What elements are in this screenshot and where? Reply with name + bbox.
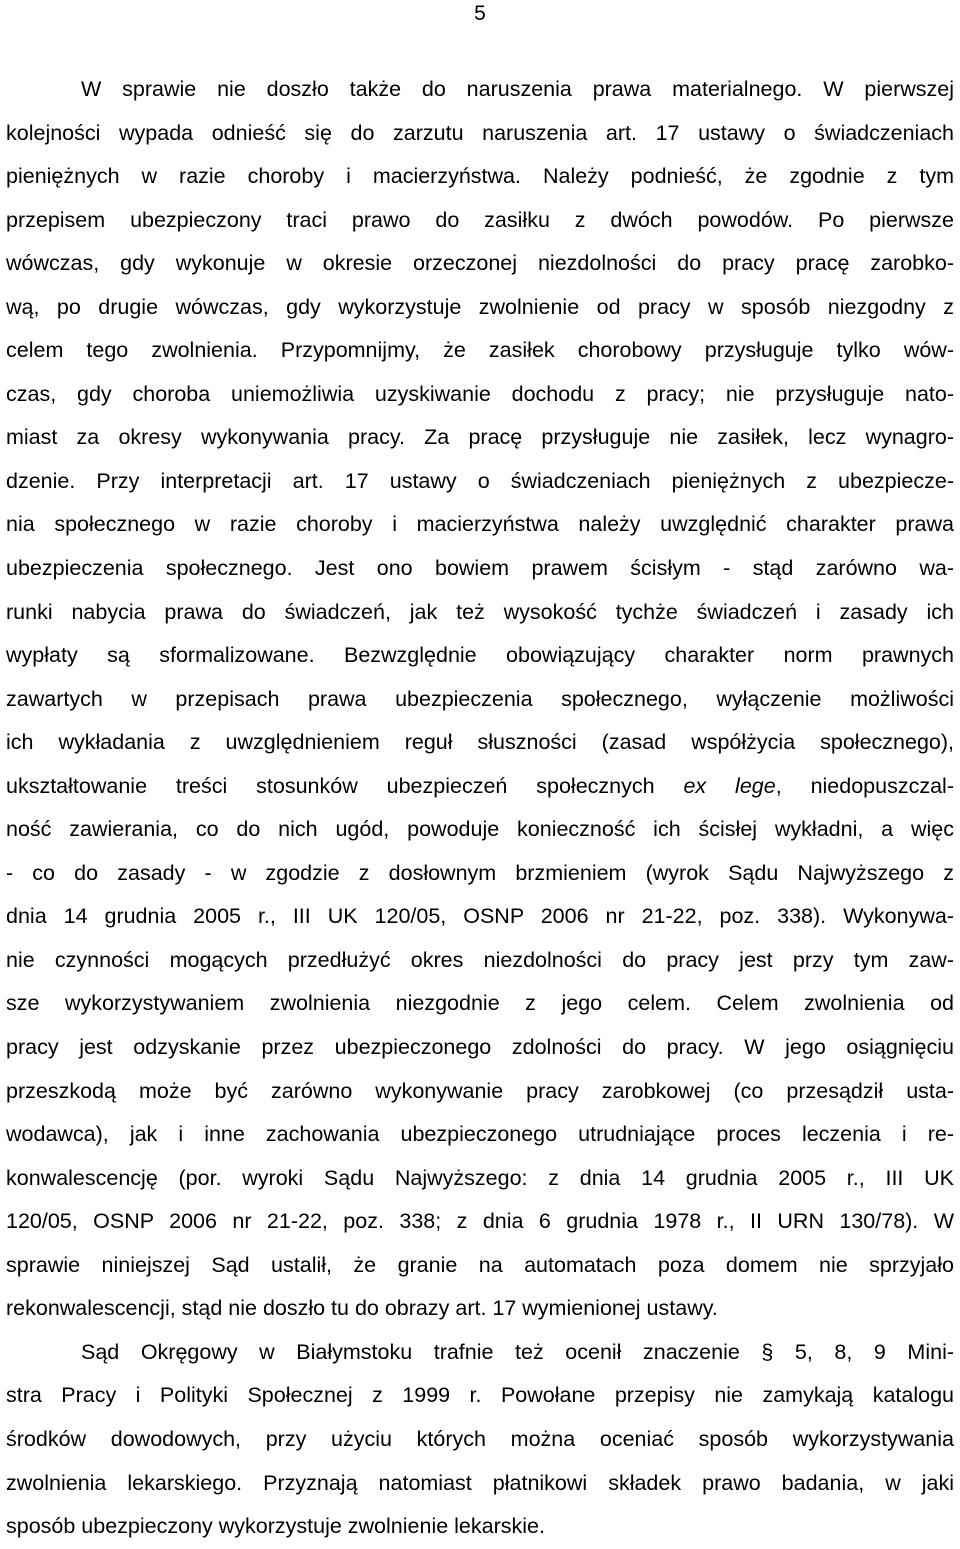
document-body <box>6 68 954 1549</box>
text-segment: wą, po drugie wówczas, gdy wykorzystuje zwolnienie od pracy w sposób niezgodny z <box>6 294 954 319</box>
text-segment: sposób ubezpieczony wykorzystuje zwolnienie lekarskie. <box>6 1514 545 1539</box>
text-line <box>6 373 954 417</box>
text-line <box>6 155 954 199</box>
text-line <box>6 1113 954 1157</box>
text-segment: sze wykorzystywaniem zwolnienia niezgodnie z jego celem. Celem zwolnienia od <box>6 991 954 1016</box>
text-line <box>6 1157 954 1201</box>
text-segment: wodawca), jak i inne zachowania ubezpieczonego utrudniające proces leczenia i re- <box>6 1122 954 1147</box>
text-line <box>6 1070 954 1114</box>
text-line <box>6 634 954 678</box>
page-number: 5 <box>474 2 486 25</box>
text-segment: kolejności wypada odnieść się do zarzutu naruszenia art. 17 ustawy o świadczeniach <box>6 120 954 145</box>
paragraph <box>6 68 954 1331</box>
text-segment: konwalescencję (por. wyroki Sądu Najwyższego: z dnia 14 grudnia 2005 r., III UK <box>6 1165 954 1190</box>
text-line <box>6 112 954 156</box>
text-segment: czas, gdy choroba uniemożliwia uzyskiwanie dochodu z pracy; nie przysługuje nato- <box>6 381 954 406</box>
text-segment: nie czynności mogących przedłużyć okres niezdolności do pracy jest przy tym zaw- <box>6 947 954 972</box>
text-line <box>6 721 954 765</box>
text-segment: miast za okresy wykonywania pracy. Za pracę przysługuje nie zasiłek, lecz wynagro- <box>6 425 954 450</box>
text-segment: dnia 14 grudnia 2005 r., III UK 120/05, OSNP 2006 nr 21-22, poz. 338). Wykonywa- <box>6 904 954 929</box>
text-line <box>6 329 954 373</box>
text-segment: zwolnienia lekarskiego. Przyznają natomiast płatnikowi składek prawo badania, w jaki <box>6 1470 954 1495</box>
text-segment: ność zawierania, co do nich ugód, powoduje konieczność ich ścisłej wykładni, a więc <box>6 817 954 842</box>
text-line <box>6 591 954 635</box>
text-segment: dzenie. Przy interpretacji art. 17 ustawy o świadczeniach pieniężnych z ubezpiecze- <box>6 468 954 493</box>
paragraph <box>6 1331 954 1549</box>
italic-text: ex lege <box>683 773 776 798</box>
text-segment: wypłaty są sformalizowane. Bezwzględnie obowiązujący charakter norm prawnych <box>6 643 954 668</box>
text-segment: rekonwalescencji, stąd nie doszło tu do obrazy art. 17 wymienionej ustawy. <box>6 1296 718 1321</box>
text-line <box>6 1331 954 1375</box>
text-line <box>6 68 954 112</box>
text-line <box>6 547 954 591</box>
text-line <box>6 503 954 547</box>
text-segment: środków dowodowych, przy użyciu których można oceniać sposób wykorzystywania <box>6 1426 954 1451</box>
text-line <box>6 460 954 504</box>
text-segment: W sprawie nie doszło także do naruszenia prawa materialnego. W pierwszej <box>81 77 954 101</box>
text-line <box>6 242 954 286</box>
text-segment: runki nabycia prawa do świadczeń, jak też wysokość tychże świadczeń i zasady ich <box>6 599 954 624</box>
text-line <box>6 765 954 809</box>
text-line <box>6 286 954 330</box>
text-segment: ukształtowanie treści stosunków ubezpieczeń społecznych <box>6 773 684 798</box>
text-line <box>6 1200 954 1244</box>
text-segment: pracy jest odzyskanie przez ubezpieczonego zdolności do pracy. W jego osiągnięciu <box>6 1035 954 1060</box>
text-segment: przepisem ubezpieczony traci prawo do zasiłku z dwóch powodów. Po pierwsze <box>6 207 954 232</box>
text-line <box>6 678 954 722</box>
text-segment: przeszkodą może być zarówno wykonywanie pracy zarobkowej (co przesądził usta- <box>6 1078 954 1103</box>
text-segment: sprawie niniejszej Sąd ustalił, że granie na automatach poza domem nie sprzyjało <box>6 1252 954 1277</box>
text-segment: wówczas, gdy wykonuje w okresie orzeczonej niezdolności do pracy pracę zarobko- <box>6 251 954 276</box>
text-line <box>6 1287 954 1331</box>
text-line <box>6 1418 954 1462</box>
text-segment: stra Pracy i Polityki Społecznej z 1999 r. Powołane przepisy nie zamykają katalogu <box>6 1383 954 1408</box>
text-segment: 120/05, OSNP 2006 nr 21-22, poz. 338; z dnia 6 grudnia 1978 r., II URN 130/78). W <box>6 1209 954 1234</box>
text-segment: celem tego zwolnienia. Przypomnijmy, że zasiłek chorobowy przysługuje tylko wów- <box>6 338 954 363</box>
text-line <box>6 1374 954 1418</box>
text-line <box>6 808 954 852</box>
text-line <box>6 982 954 1026</box>
text-segment: , niedopuszczal- <box>775 773 954 798</box>
text-line <box>6 199 954 243</box>
text-line <box>6 939 954 983</box>
text-line <box>6 416 954 460</box>
text-line <box>6 852 954 896</box>
text-segment: - co do zasady - w zgodzie z dosłownym brzmieniem (wyrok Sądu Najwyższego z <box>6 860 954 885</box>
text-segment: nia społecznego w razie choroby i macierzyństwa należy uwzględnić charakter prawa <box>6 512 954 537</box>
text-line <box>6 1026 954 1070</box>
text-line <box>6 1244 954 1288</box>
text-segment: ich wykładania z uwzględnieniem reguł słuszności (zasad współżycia społecznego), <box>6 730 954 755</box>
text-line <box>6 895 954 939</box>
text-line <box>6 1505 954 1549</box>
text-segment: pieniężnych w razie choroby i macierzyństwa. Należy podnieść, że zgodnie z tym <box>6 164 954 189</box>
text-segment: ubezpieczenia społecznego. Jest ono bowiem prawem ścisłym - stąd zarówno wa- <box>6 556 954 581</box>
text-segment: Sąd Okręgowy w Białymstoku trafnie też ocenił znaczenie § 5, 8, 9 Mini- <box>81 1339 954 1364</box>
text-segment: zawartych w przepisach prawa ubezpieczenia społecznego, wyłączenie możliwości <box>6 686 954 711</box>
text-line <box>6 1462 954 1506</box>
